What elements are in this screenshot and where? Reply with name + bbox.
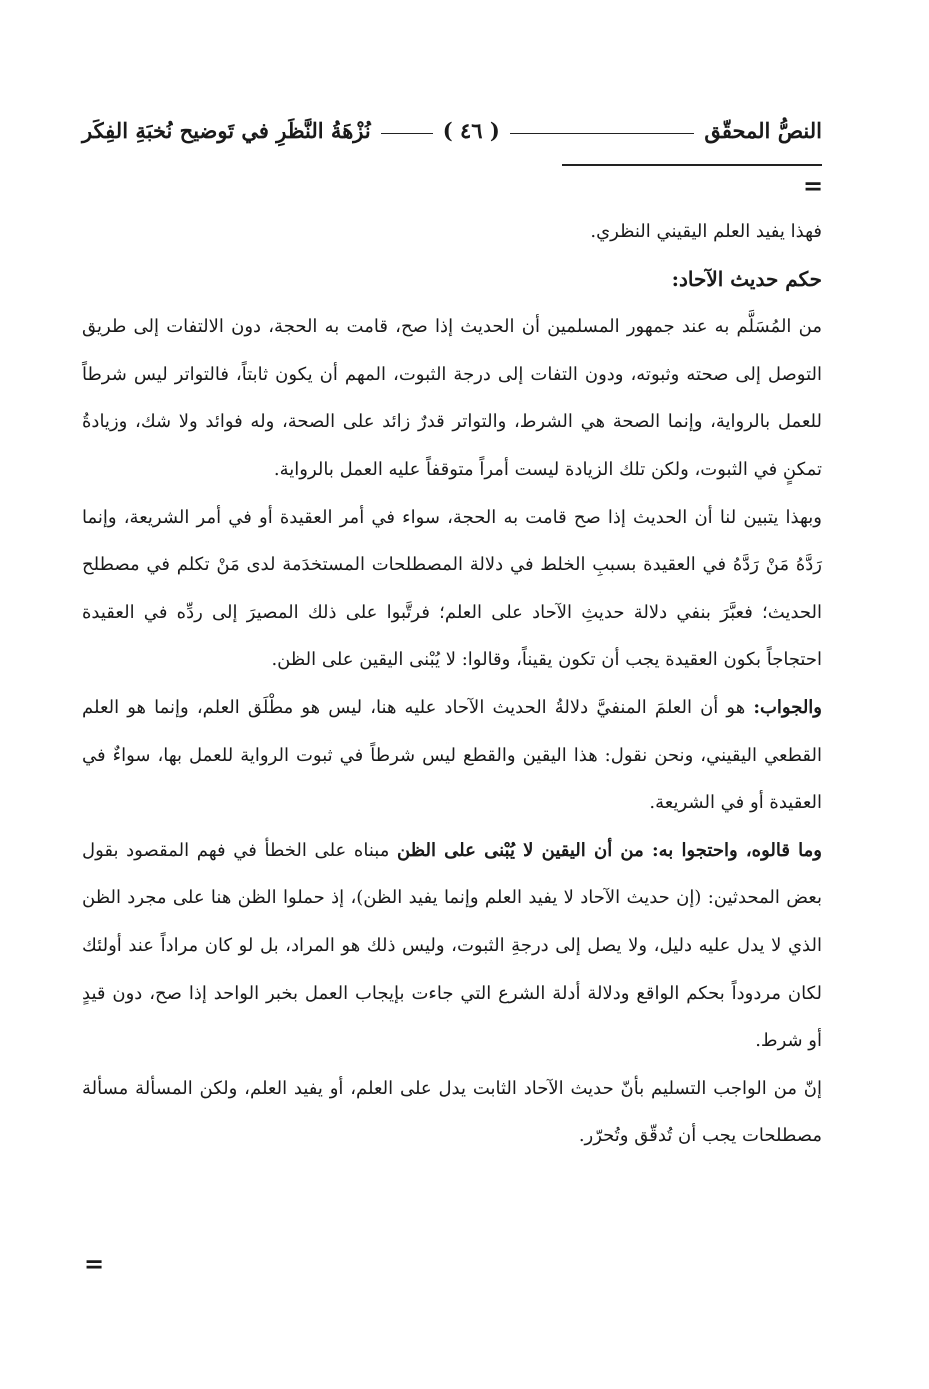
paragraph-2: من المُسَلَّم به عند جمهور المسلمين أن الحديث إذا صح، قامت به الحجة، دون الالتفات إلى طريق التوصل إلى صحته وثبوته، ودون التفات إلى درجة الثبوت، المهم أن يكون ثابتاً، فالتواتر ليس شرطاً للعمل بالرواية، وإنما الصحة هي الشرط، والتواتر قدرٌ زائد على الصحة، وله فوائد ولا شك، وزيادةُ تمكنٍ في الثبوت، ولكن تلك الزيادة ليست أمراً متوقفاً عليه العمل بالرواية. <box>82 316 822 480</box>
header-rule <box>510 133 695 134</box>
answer-text: هو أن العلمَ المنفيَّ دلالةُ الحديث الآحاد عليه هنا، ليس هو مطْلَق العلم، وإنما هو العلم القطعي اليقيني، ونحن نقول: هذا اليقين والقطع ليس شرطاً في ثبوت الرواية للعمل بها، سواءٌ في العقيدة أو في الشريعة. <box>82 696 823 814</box>
paragraph-3: وبهذا يتبين لنا أن الحديث إذا صح قامت به الحجة، سواء في أمر العقيدة أو في أمر الشريعة، وإنما رَدَّهُ مَنْ رَدَّهُ في العقيدة بسببِ الخلط في دلالة المصطلحات المستخدَمة لدى مَنْ تكلم في مصطلح الحديث؛ فعبَّرَ بنفي دلالة حديثِ الآحاد على العلم؛ فرتَّبوا على ذلك المصيرَ إلى ردِّه في العقيدة احتجاجاً بكون العقيدة يجب أن تكون يقيناً، وقالوا: لا يُبْنى اليقين على الظن. <box>82 506 822 671</box>
continuation-mark-top: = <box>803 171 824 200</box>
paragraph-5 <box>82 827 822 1065</box>
header-rule-short <box>381 133 433 134</box>
page-body <box>82 208 822 1160</box>
page-number: ( ٤٦ ) <box>442 117 500 143</box>
answer-lead: والجواب: <box>753 696 822 718</box>
argument-text: مبناه على الخطأ في فهم المقصود بقول بعض المحدثين: (إن حديث الآحاد لا يفيد العلم وإنما يفيد الظن)، إذ حملوا الظن هنا على مجرد الظن الذي لا يدل عليه دليل، ولا يصل إلى درجةِ الثبوت، وليس ذلك هو المراد، بل لو كان مراداً عند أولئك لكان مردوداً بحكم الواقع ودلالة أدلة الشرع التي جاءت بإيجاب العمل بخبر الواحد إذا صح، دون قيدٍ أو شرط. <box>82 839 822 1052</box>
running-header <box>82 112 822 148</box>
paragraph-1: فهذا يفيد العلم اليقيني النظري. <box>590 221 822 242</box>
paragraph-4 <box>82 684 822 827</box>
continuation-mark-bottom: = <box>84 1249 105 1278</box>
header-section-title: النصُّ المحقّق <box>704 117 822 143</box>
argument-lead: وما قالوه، واحتجوا به: من أن اليقين لا يُبْنى على الظن <box>397 839 822 861</box>
section-heading: حكم حديث الآحاد: <box>671 266 822 291</box>
paragraph-6: إنّ من الواجب التسليم بأنّ حديث الآحاد الثابت يدل على العلم، أو يفيد العلم، ولكن المسألة مسألة مصطلحات يجب أن تُدقّق وتُحرّر. <box>82 1077 822 1147</box>
header-book-title: نُزْهَةُ النَّظَرِ في تَوضيح نُخبَةِ الفِكَر <box>82 117 371 143</box>
header-underline <box>562 164 822 166</box>
